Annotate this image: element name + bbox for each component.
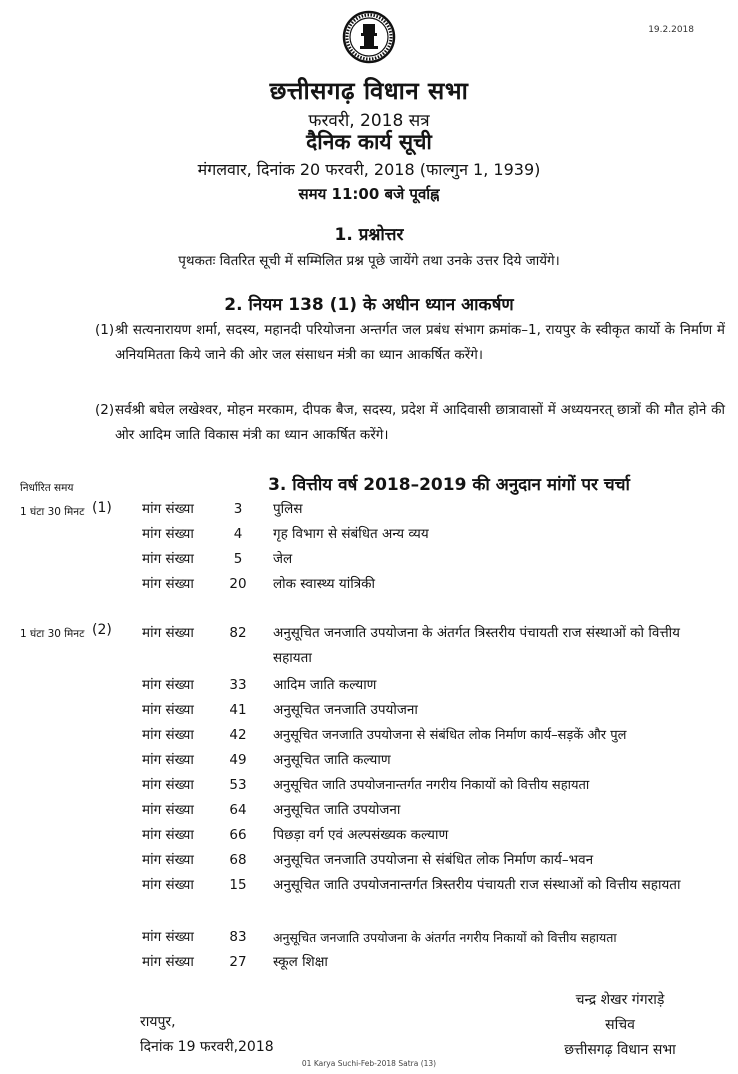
demand-number: 83 <box>229 929 247 945</box>
scheduled-time-header: निर्धारित समय <box>20 482 74 494</box>
demand-label: मांग संख्या <box>142 526 194 542</box>
demand-label: मांग संख्या <box>142 877 194 893</box>
session-time: समय 11:00 बजे पूर्वाह्न <box>298 185 440 203</box>
demand-description: पिछड़ा वर्ग एवं अल्पसंख्यक कल्याण <box>273 827 449 843</box>
demand-number: 68 <box>229 852 247 868</box>
demand-description: अनुसूचित जनजाति उपयोजना के अंतर्गत त्रिस्तरीय पंचायती राज संस्थाओं को वित्तीय सहायता <box>273 625 680 666</box>
group2-time: 1 घंटा 30 मिनट <box>20 628 85 640</box>
demand-number: 49 <box>229 752 247 768</box>
demand-description: अनुसूचित जनजाति उपयोजना से संबंधित लोक निर्माण कार्य–सड़कें और पुल <box>273 728 627 743</box>
demand-number: 42 <box>229 727 247 743</box>
demand-description: अनुसूचित जनजाति उपयोजना <box>273 702 418 718</box>
assembly-emblem-icon <box>342 10 396 64</box>
signatory-name: चन्द्र शेखर गंगराड़े <box>575 992 665 1008</box>
demand-label: मांग संख्या <box>142 929 194 945</box>
demand-number: 64 <box>229 802 247 818</box>
demand-number: 27 <box>229 954 247 970</box>
footer-reference: 01 Karya Suchi-Feb-2018 Satra (13) <box>301 1059 437 1068</box>
section2-item2-text: सर्वश्री बघेल लखेश्वर, मोहन मरकाम, दीपक बैज, सदस्य, प्रदेश में आदिवासी छात्रावासों में अध्ययनरत् छात्रों की मौत होने की ओर आदिम जाति विकास मंत्री का ध्यान आकर्षित करेंगे। <box>115 402 725 443</box>
demand-label: मांग संख्या <box>142 576 194 592</box>
demand-description: गृह विभाग से संबंधित अन्य व्यय <box>273 526 429 542</box>
demand-label: मांग संख्या <box>142 677 194 693</box>
demand-number: 20 <box>229 576 247 592</box>
demand-description: अनुसूचित जनजाति उपयोजना के अंतर्गत नगरीय निकायों को वित्तीय सहायता <box>273 930 617 945</box>
demand-number: 5 <box>233 551 243 567</box>
day-date: मंगलवार, दिनांक 20 फरवरी, 2018 (फाल्गुन 1, 1939) <box>197 160 541 179</box>
demand-description: अनुसूचित जाति उपयोजनान्तर्गत नगरीय निकायों को वित्तीय सहायता <box>273 778 590 793</box>
demand-number: 66 <box>229 827 247 843</box>
issue-date: दिनांक 19 फरवरी,2018 <box>140 1039 274 1055</box>
group2-number: (2) <box>92 622 112 638</box>
demand-label: मांग संख्या <box>142 702 194 718</box>
demand-label: मांग संख्या <box>142 777 194 793</box>
demand-label: मांग संख्या <box>142 752 194 768</box>
section3-heading: 3. वित्तीय वर्ष 2018–2019 की अनुदान मांगों पर चर्चा <box>268 475 630 495</box>
signatory-title: सचिव <box>605 1017 635 1033</box>
section2-item2-number: (2) <box>95 402 115 418</box>
demand-label: मांग संख्या <box>142 954 194 970</box>
demand-description: पुलिस <box>273 501 303 517</box>
issue-place: रायपुर, <box>140 1014 176 1030</box>
demand-label: मांग संख्या <box>142 625 194 641</box>
demand-description: स्कूल शिक्षा <box>273 954 328 970</box>
section1-heading: 1. प्रश्नोत्तर <box>334 225 404 245</box>
demand-number: 41 <box>229 702 247 718</box>
section2-item1-text: श्री सत्यनारायण शर्मा, सदस्य, महानदी परियोजना अन्तर्गत जल प्रबंध संभाग क्रमांक–1, रायपुर के स्वीकृत कार्यो के निर्माण में अनियमितता किये जाने की ओर जल संसाधन मंत्री का ध्यान आकर्षित करेंगे। <box>115 322 725 363</box>
section2-heading: 2. नियम 138 (1) के अधीन ध्यान आकर्षण <box>224 295 514 315</box>
document-title: दैनिक कार्य सूची <box>306 130 432 154</box>
demand-description: अनुसूचित जाति उपयोजना <box>273 802 401 818</box>
demand-number: 3 <box>233 501 243 517</box>
demand-number: 15 <box>229 877 247 893</box>
demand-label: मांग संख्या <box>142 551 194 567</box>
demand-label: मांग संख्या <box>142 501 194 517</box>
demand-number: 82 <box>229 625 247 641</box>
demand-description: आदिम जाति कल्याण <box>273 677 377 693</box>
section2-item1-number: (1) <box>95 322 115 338</box>
group1-number: (1) <box>92 500 112 516</box>
demand-number: 33 <box>229 677 247 693</box>
demand-label: मांग संख्या <box>142 727 194 743</box>
demand-description: जेल <box>273 551 293 567</box>
demand-number: 4 <box>233 526 243 542</box>
demand-label: मांग संख्या <box>142 802 194 818</box>
demand-description: अनुसूचित जनजाति उपयोजना से संबंधित लोक निर्माण कार्य–भवन <box>273 852 594 868</box>
demand-number: 53 <box>229 777 247 793</box>
assembly-title: छत्तीसगढ़ विधान सभा <box>269 77 469 105</box>
signatory-org: छत्तीसगढ़ विधान सभा <box>564 1042 676 1058</box>
demand-description: अनुसूचित जाति उपयोजनान्तर्गत त्रिस्तरीय पंचायती राज संस्थाओं को वित्तीय सहायता <box>273 877 681 893</box>
section1-text: पृथकतः वितरित सूची में सम्मिलित प्रश्न पूछे जायेंगे तथा उनके उत्तर दिये जायेंगे। <box>178 253 560 269</box>
group1-time: 1 घंटा 30 मिनट <box>20 506 85 518</box>
demand-description: लोक स्वास्थ्य यांत्रिकी <box>273 576 376 592</box>
demand-label: मांग संख्या <box>142 852 194 868</box>
corner-date: 19.2.2018 <box>648 25 694 35</box>
demand-label: मांग संख्या <box>142 827 194 843</box>
demand-description: अनुसूचित जाति कल्याण <box>273 752 391 768</box>
session-label: फरवरी, 2018 सत्र <box>308 111 430 131</box>
